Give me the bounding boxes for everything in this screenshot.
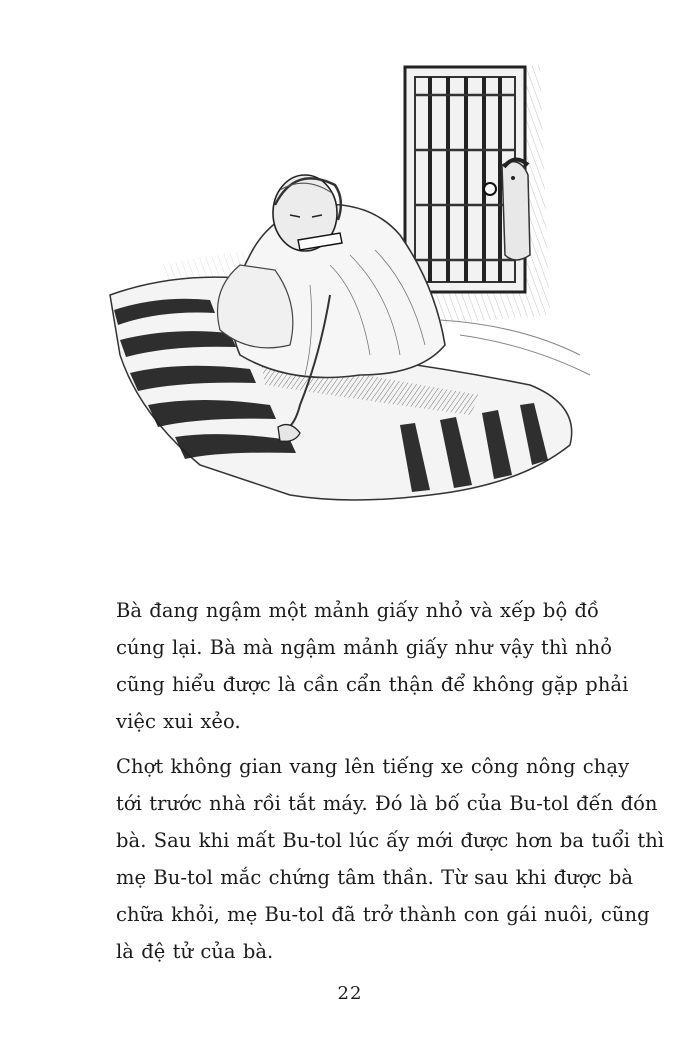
text-line: Bà đang ngậm một mảnh giấy nhỏ và xếp bộ đồ (116, 599, 599, 622)
floor-strokes (440, 320, 590, 375)
text-line: là đệ tử của bà. (116, 940, 274, 963)
paragraph-1 (116, 592, 629, 740)
text-line: việc xui xẻo. (116, 710, 241, 733)
text-line: Chợt không gian vang lên tiếng xe công nông chạy (116, 755, 630, 778)
text-line: mẹ Bu-tol mắc chứng tâm thần. Từ sau khi được bà (116, 866, 634, 889)
text-line: cũng hiểu được là cần cẩn thận để không gặp phải (116, 673, 629, 696)
child-peeking (502, 159, 530, 260)
text-line: cúng lại. Bà mà ngậm mảnh giấy như vậy thì nhỏ (116, 636, 613, 659)
ink-illustration (100, 55, 600, 525)
story-text (116, 592, 665, 978)
text-line: bà. Sau khi mất Bu-tol lúc ấy mới được hơn ba tuổi thì (116, 829, 665, 852)
text-line: chữa khỏi, mẹ Bu-tol đã trở thành con gái nuôi, cũng (116, 903, 650, 926)
text-line: tới trước nhà rồi tắt máy. Đó là bố của Bu-tol đến đón (116, 792, 658, 815)
paragraph-2 (116, 748, 665, 970)
page-number: 22 (337, 983, 363, 1004)
